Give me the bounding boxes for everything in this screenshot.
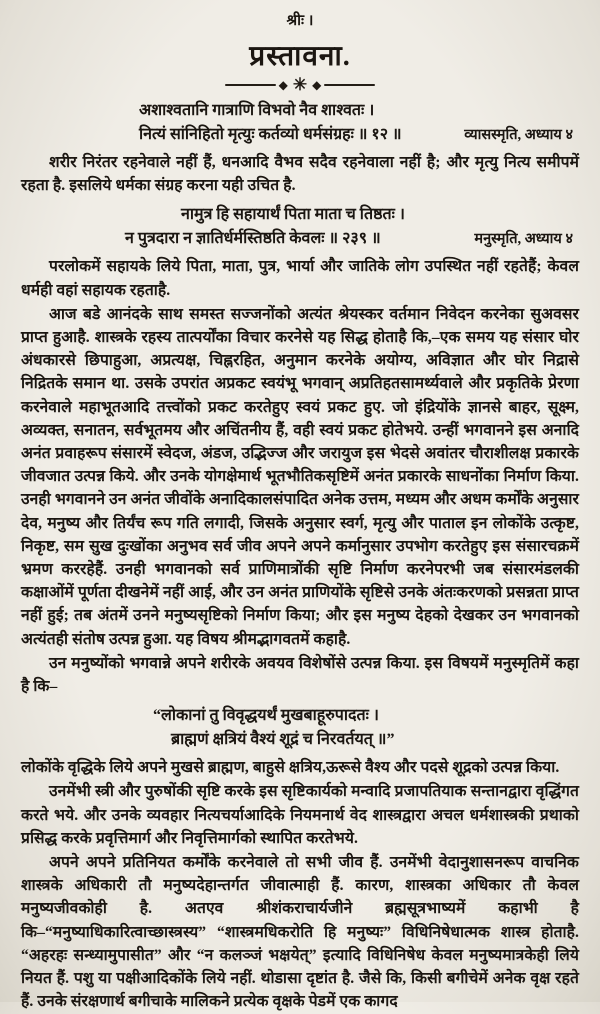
verse-line-text: अशाश्वतानि गात्राणि विभवो नैव शाश्वतः । <box>139 102 375 119</box>
verse-line-text: नामुत्र हि सहायार्थं पिता माता च तिष्ठतः । <box>181 206 405 224</box>
verse-line <box>21 728 579 752</box>
verse-line <box>21 99 579 123</box>
verse-block-quoted-shloka <box>21 704 579 752</box>
verse-line <box>21 227 579 251</box>
verse-line-text: नित्यं सांनिहितो मृत्युः कर्तव्यो धर्मसंग्रहः ॥ १२ ॥ <box>139 126 402 143</box>
verse-citation: मनुस्मृति, अध्याय ४ <box>474 231 573 248</box>
verse-citation: व्यासस्मृति, अध्याय ४ <box>464 127 573 143</box>
verse-block-manusmriti <box>21 203 579 251</box>
verse-line-text: न पुत्रदारा न ज्ञातिर्धर्मस्तिष्ठति केवलः ॥ २३९ ॥ <box>125 230 381 248</box>
ornament-divider <box>225 77 375 93</box>
verse-line-text: ब्राह्मणं क्षत्रियं वैश्यं शूद्रं च निरवर्तयत् ॥” <box>171 731 395 749</box>
paragraph: परलोकमें सहायके लिये पिता, माता, पुत्र, भार्या और जातिके लोग उपस्थित नहीं रहतेहैं; केवल धर्मही वहां सहायक रहताहै. <box>21 258 579 299</box>
paragraph: उन मनुष्योंको भगवान्ने अपने शरीरके अवयव विशेषोंसे उत्पन्न किया. इस विषयमें मनुस्मृतिमें कहा है कि– <box>21 654 579 696</box>
paragraph: आज बडे आनंदके साथ समस्त सज्जनोंको अत्यंत श्रेयस्कर वर्तमान निवेदन करनेका सुअवसर प्राप्त हुआहै. शास्त्रके रहस्य तात्पर्योंका विचार करनेसे यह सिद्ध होताहै कि,–एक समय यह संसार घोर अंधकारसे छिपाहुआ, अप्रत्यक्ष, चिह्नरहित, अनुमान करनेके अयोग्य, अविज्ञात और घोर निद्रासे निद्रितके समान था. उसके उपरांत अप्रकट स्वयंभू भगवान् अप्रतिहतसामर्थ्यवाले और प्रकृतिके प्रेरणा करनेवाले महाभूतआदि तत्त्वोंको प्रकट करतेहुए स्वयं प्रकट हुए. जो इंद्रियोंके ज्ञानसे बाहर, सूक्ष्म, अव्यक्त, सनातन, सर्वभूतमय और अचिंतनीय हैं, वही स्वयं प्रकट होतेभये. उन्हीं भगवानने इस अनादि अनंत प्रवाहरूप संसारमें स्वेदज, अंडज, उद्भिज्ज और जरायुज इस भेदसे अवांतर चौराशीलक्ष प्रकारके जीवजात उत्पन्न किये. और उनके योगक्षेमार्थ भूतभौतिकसृष्टिमें अनंत प्रकारके साधनोंका निर्माण किया. उनही भगवानने उन अनंत जीवोंके अनादिकालसंपादित अनेक उत्तम, मध्यम और अधम कर्मोंके अनुसार देव, मनुष्य और तिर्यंच रूप गति लगादी, जिसके अनुसार स्वर्ग, मृत्यु और पाताल इन लोकोंके उत्कृष्ट, निकृष्ट, सम सुख दुःखोंका अनुभव सर्व जीव अपने अपने कर्मानुसार उपभोग करतेहुए इस संसारचक्रमें भ्रमण कररहेहैं. उनही भगवानको सर्व प्राणिमात्रोंकी सृष्टि निर्माण करनेपरभी जब संसारमंडलकी कक्षाओंमें पूर्णता दीखनेमें नहीं आई, और उन अनंत प्राणियोंके सृष्टिसे उनके अंतःकरणको प्रसन्नता प्राप्त नहीं हुई; तब अंतमें उनने मनुष्यसृष्टिको निर्माण किया; और इस मनुष्य देहको देखकर उन भगवानको अत्यंतही संतोष उत्पन्न हुआ. यह विषय श्रीमद्भागवतमें कहाहै. <box>21 305 579 648</box>
verse-line-text: “लोकानां तु विवृद्धयर्थं मुखबाहूरुपादतः । <box>153 707 379 725</box>
ornament-rule-right <box>324 84 375 86</box>
paragraph: उनमेंभी स्त्री और पुरुषोंकी सृष्टि करके इस सृष्टिकार्यको मन्वादि प्रजापतियाक सन्तानद्वारा वृद्धिंगत करते भये. और उनके व्यवहार नित्यचर्याआदिके नियमनार्थ वेद शास्त्रद्वारा अचल धर्मशास्त्रकी प्रथाको प्रसिद्ध करके प्रवृत्तिमार्ग और निवृत्तिमार्गको स्थापित करतेभये. <box>21 783 579 847</box>
paragraph: शरीर निरंतर रहनेवाले नहीं हैं, धनआदि वैभव सदैव रहनेवाला नहीं है; और मृत्यु नित्य समीपमें रहता है. इसलिये धर्मका संग्रह करना यही उचित है. <box>21 154 579 195</box>
page-title: प्रस्तावना. <box>249 41 351 72</box>
verse-line <box>21 123 579 147</box>
verse-line <box>21 203 579 227</box>
verse-line <box>21 704 579 728</box>
sunburst-ornament-icon: ✳ <box>292 75 308 94</box>
paragraph: अपने अपने प्रतिनियत कर्मोंके करनेवाले तो सभी जीव हैं. उनमेंभी वेदानुशासनरूप वाचनिक शास्त्रके अधिकारी तौ मनुष्यदेहान्तर्गत जीवात्माही हैं. कारण, शास्त्रका अधिकार तौ केवल मनुष्यजीवकोही है. अतएव श्रीशंकराचार्यजीने ब्रह्मसूत्रभाष्यमें कहाभी है कि–“मनुष्याधिकारित्वाच्छास्त्रस्य” “शास्त्रमधिकरोति हि मनुष्यः” विधिनिषेधात्मक शास्त्र होताहै. “अहरहः सन्ध्यामुपासीत” और “न कलञ्जं भक्षयेत्” इत्यादि विधिनिषेध केवल मनुष्यमात्रकेही लिये नियत हैं. पशु या पक्षीआदिकोंके लिये नहीं. थोडासा दृष्टांत है. जैसे कि, किसी बगीचेमें अनेक वृक्ष रहते हैं. उनके संरक्षणार्थ बगीचाके मालिकने प्रत्येक वृक्षके पेडमें एक कागद <box>21 854 579 1011</box>
diamond-ornament-icon: ◆ <box>312 78 322 92</box>
diamond-ornament-icon: ◆ <box>278 78 288 92</box>
ornament-rule-left <box>225 84 276 86</box>
paragraph: लोकोंके वृद्धिके लिये अपने मुखसे ब्राह्मण, बाहुसे क्षत्रिय,ऊरूसे वैश्य और पदसे शूद्रको उत्पन्न किया. <box>21 759 560 777</box>
verse-block-vyasasmriti <box>21 99 579 147</box>
invocation-line: श्रीः । <box>286 13 314 29</box>
